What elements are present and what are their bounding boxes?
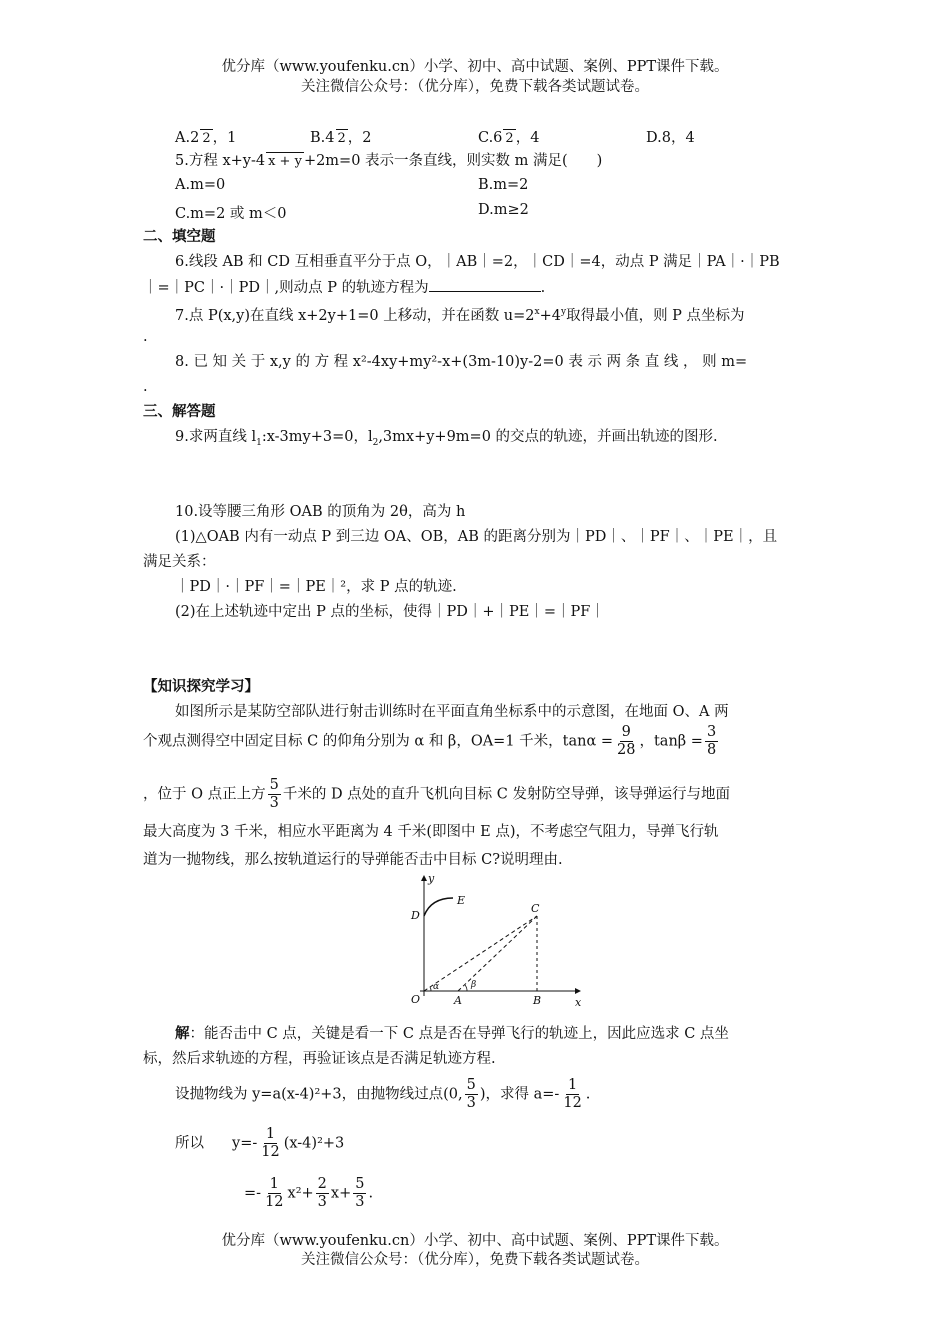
label-alpha: α [433, 982, 440, 992]
option-d: D.8，4 [646, 130, 695, 146]
line-oc [424, 916, 537, 991]
q5-option-d: D.m≥2 [478, 202, 529, 218]
question-10-line-4: ｜PD｜·｜PF｜=｜PE｜²，求 P 点的轨迹. [175, 579, 457, 595]
question-6-line-2: ｜=｜PC｜·｜PD｜,则动点 P 的轨迹方程为 . [143, 277, 545, 298]
label-d: D [411, 909, 420, 922]
missile-trajectory [424, 898, 453, 916]
section-title-fill-blank: 二、填空题 [143, 229, 216, 245]
question-7-dot: . [143, 329, 148, 345]
footer-line-2: 关注微信公众号：（优分库），免费下载各类试题试卷。 [301, 1252, 649, 1268]
coordinate-figure [395, 868, 595, 1008]
question-10-line-2: (1)△OAB 内有一动点 P 到三边 OA、OB，AB 的距离分别为｜PD｜、｜PF｜、｜PE｜，且 [175, 529, 778, 545]
header-line-1: 优分库（www.youfenku.cn）小学、初中、高中试题、案例、PPT课件下载。 [221, 59, 729, 75]
alpha-arc [430, 987, 431, 991]
solution-equation-2: =- $\frac{1}{12}$ x²+ $\frac{2}{3}$ x+ $\frac{5}{3}$ . [244, 1176, 374, 1210]
label-b: B [533, 994, 542, 1007]
knowledge-paragraph-2: 个观点测得空中固定目标 C 的仰角分别为 α 和 β，OA=1 千米，tanα = $\frac{9}{28}$ ，tanβ = $\frac{3}{8}$ [143, 724, 717, 758]
label-o: O [411, 993, 421, 1006]
question-10-line-1: 10.设等腰三角形 OAB 的顶角为 2θ，高为 h [175, 504, 466, 520]
question-10-line-3: 满足关系： [143, 554, 216, 570]
label-e: E [457, 894, 466, 907]
option-b: B.4 2 ，2 [310, 130, 372, 146]
beta-arc [465, 985, 467, 991]
label-beta: β [471, 980, 477, 990]
q5-option-b: B.m=2 [478, 177, 529, 193]
question-8: 8. 已 知 关 于 x,y 的 方 程 x²-4xy+my²-x+(3m-10)y-2=0 表 示 两 条 直 线 ， 则 m= [175, 354, 748, 370]
solution-paragraph-1: 解：能否击中 C 点，关键是看一下 C 点是否在导弹飞行的轨迹上，因此应选求 C 点坐 [175, 1026, 729, 1042]
knowledge-paragraph-3: ，位于 O 点正上方 $\frac{5}{3}$ 千米的 D 点处的直升飞机向目标 C 发射防空导弹，该导弹运行与地面 [143, 777, 730, 811]
question-6-line-1: 6.线段 AB 和 CD 互相垂直平分于点 O，｜AB｜=2，｜CD｜=4，动点 P 满足｜PA｜·｜PB [175, 254, 780, 270]
label-x: x [575, 996, 582, 1008]
solution-paragraph-3: 设抛物线为 y=a(x-4)²+3，由抛物线过点(0, $\frac{5}{3}$ )，求得 a=- $\frac{1}{12}$ . [175, 1077, 591, 1111]
knowledge-title: 【知识探究学习】 [143, 679, 259, 695]
line-ac [458, 916, 537, 991]
footer-line-1: 优分库（www.youfenku.cn）小学、初中、高中试题、案例、PPT课件下载。 [221, 1233, 729, 1249]
answer-blank [429, 277, 541, 292]
option-c: C.6 2 ，4 [478, 130, 540, 146]
q5-option-c: C.m=2 或 m＜0 [175, 206, 287, 222]
question-10-line-5: (2)在上述轨迹中定出 P 点的坐标，使得｜PD｜+｜PE｜=｜PF｜ [175, 604, 605, 620]
knowledge-paragraph-1: 如图所示是某防空部队进行射击训练时在平面直角坐标系中的示意图，在地面 O、A 两 [175, 704, 729, 720]
question-9: 9.求两直线 $l_1:x-3my+3=0$，$l_2,3mx+y+9m=0$ 的交点的轨迹，并画出轨迹的图形. [175, 429, 718, 448]
question-8-dot: . [143, 379, 148, 395]
knowledge-paragraph-5: 道为一抛物线，那么按轨道运行的导弹能否击中目标 C?说明理由. [143, 852, 563, 868]
section-title-answer: 三、解答题 [143, 404, 216, 420]
solution-paragraph-2: 标，然后求轨迹的方程，再验证该点是否满足轨迹方程. [143, 1051, 496, 1067]
question-7: 7.点 P(x,y)在直线 x+2y+1=0 上移动，并在函数 $u=2^x+4^y$取得最小值，则 P 点坐标为 [175, 307, 745, 324]
option-a: A.2 2 ，1 [175, 130, 237, 146]
q5-option-a: A.m=0 [175, 177, 226, 193]
solution-equation-1: 所以 y=- $\frac{1}{12}$ (x-4)²+3 [175, 1126, 345, 1160]
label-a: A [454, 994, 462, 1007]
label-c: C [531, 902, 540, 915]
question-5: 5.方程 x+y-4 x + y +2m=0 表示一条直线，则实数 m 满足( ) [175, 153, 603, 169]
label-y: y [428, 872, 435, 885]
knowledge-paragraph-4: 最大高度为 3 千米，相应水平距离为 4 千米(即图中 E 点)，不考虑空气阻力，导弹飞行轨 [143, 824, 719, 840]
header-line-2: 关注微信公众号：（优分库），免费下载各类试题试卷。 [301, 79, 649, 95]
